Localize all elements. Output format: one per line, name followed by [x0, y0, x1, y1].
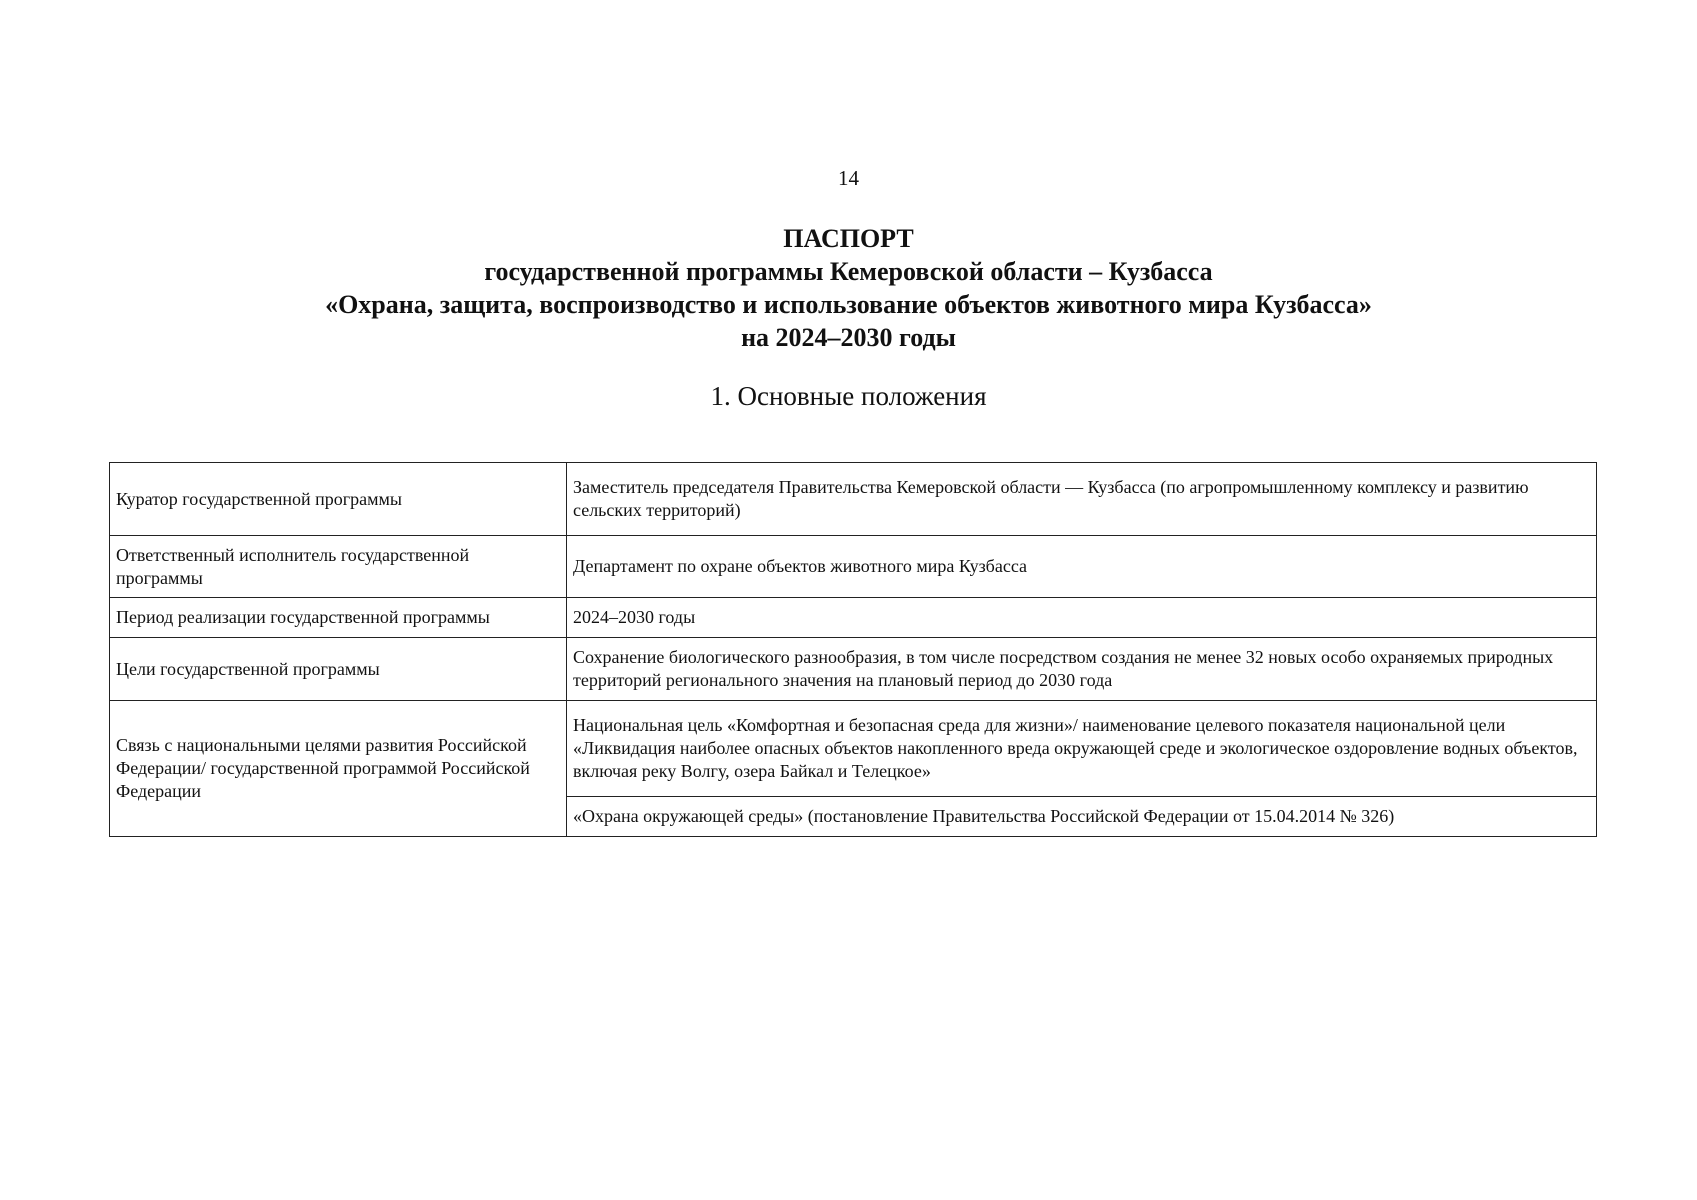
- row-label: Цели государственной программы: [110, 638, 567, 701]
- row-value: Департамент по охране объектов животного мира Кузбасса: [567, 536, 1597, 598]
- row-label: Связь с национальными целями развития Российской Федерации/ государственной программой Российской Федерации: [110, 701, 567, 837]
- table-row: [110, 536, 1597, 598]
- title-line-4: на 2024–2030 годы: [741, 323, 956, 352]
- row-value: 2024–2030 годы: [567, 598, 1597, 638]
- document-title: [0, 222, 1697, 354]
- row-value: Национальная цель «Комфортная и безопасная среда для жизни»/ наименование целевого показателя национальной цели «Ликвидация наиболее опасных объектов накопленного вреда окружающей среде и экологическое оздоровление водных объектов, включая реку Волгу, озера Байкал и Телецкое»: [567, 701, 1597, 797]
- table-row: [110, 463, 1597, 536]
- row-value: «Охрана окружающей среды» (постановление Правительства Российской Федерации от 15.04.2014 № 326): [567, 797, 1597, 837]
- section-heading: 1. Основные положения: [710, 381, 987, 411]
- row-label: Куратор государственной программы: [110, 463, 567, 536]
- title-line-2: государственной программы Кемеровской области – Кузбасса: [484, 257, 1213, 286]
- page-number: 14: [838, 166, 859, 190]
- passport-table: [109, 462, 1597, 837]
- row-value: Заместитель председателя Правительства Кемеровской области — Кузбасса (по агропромышленному комплексу и развитию сельских территорий): [567, 463, 1597, 536]
- title-line-1: ПАСПОРТ: [783, 224, 914, 253]
- row-label: Период реализации государственной программы: [110, 598, 567, 638]
- title-line-3: «Охрана, защита, воспроизводство и использование объектов животного мира Кузбасса»: [325, 290, 1372, 319]
- table-row: [110, 701, 1597, 797]
- row-value: Сохранение биологического разнообразия, в том числе посредством создания не менее 32 новых особо охраняемых природных территорий регионального значения на плановый период до 2030 года: [567, 638, 1597, 701]
- table-row: [110, 598, 1597, 638]
- table-row: [110, 638, 1597, 701]
- row-label: Ответственный исполнитель государственной программы: [110, 536, 567, 598]
